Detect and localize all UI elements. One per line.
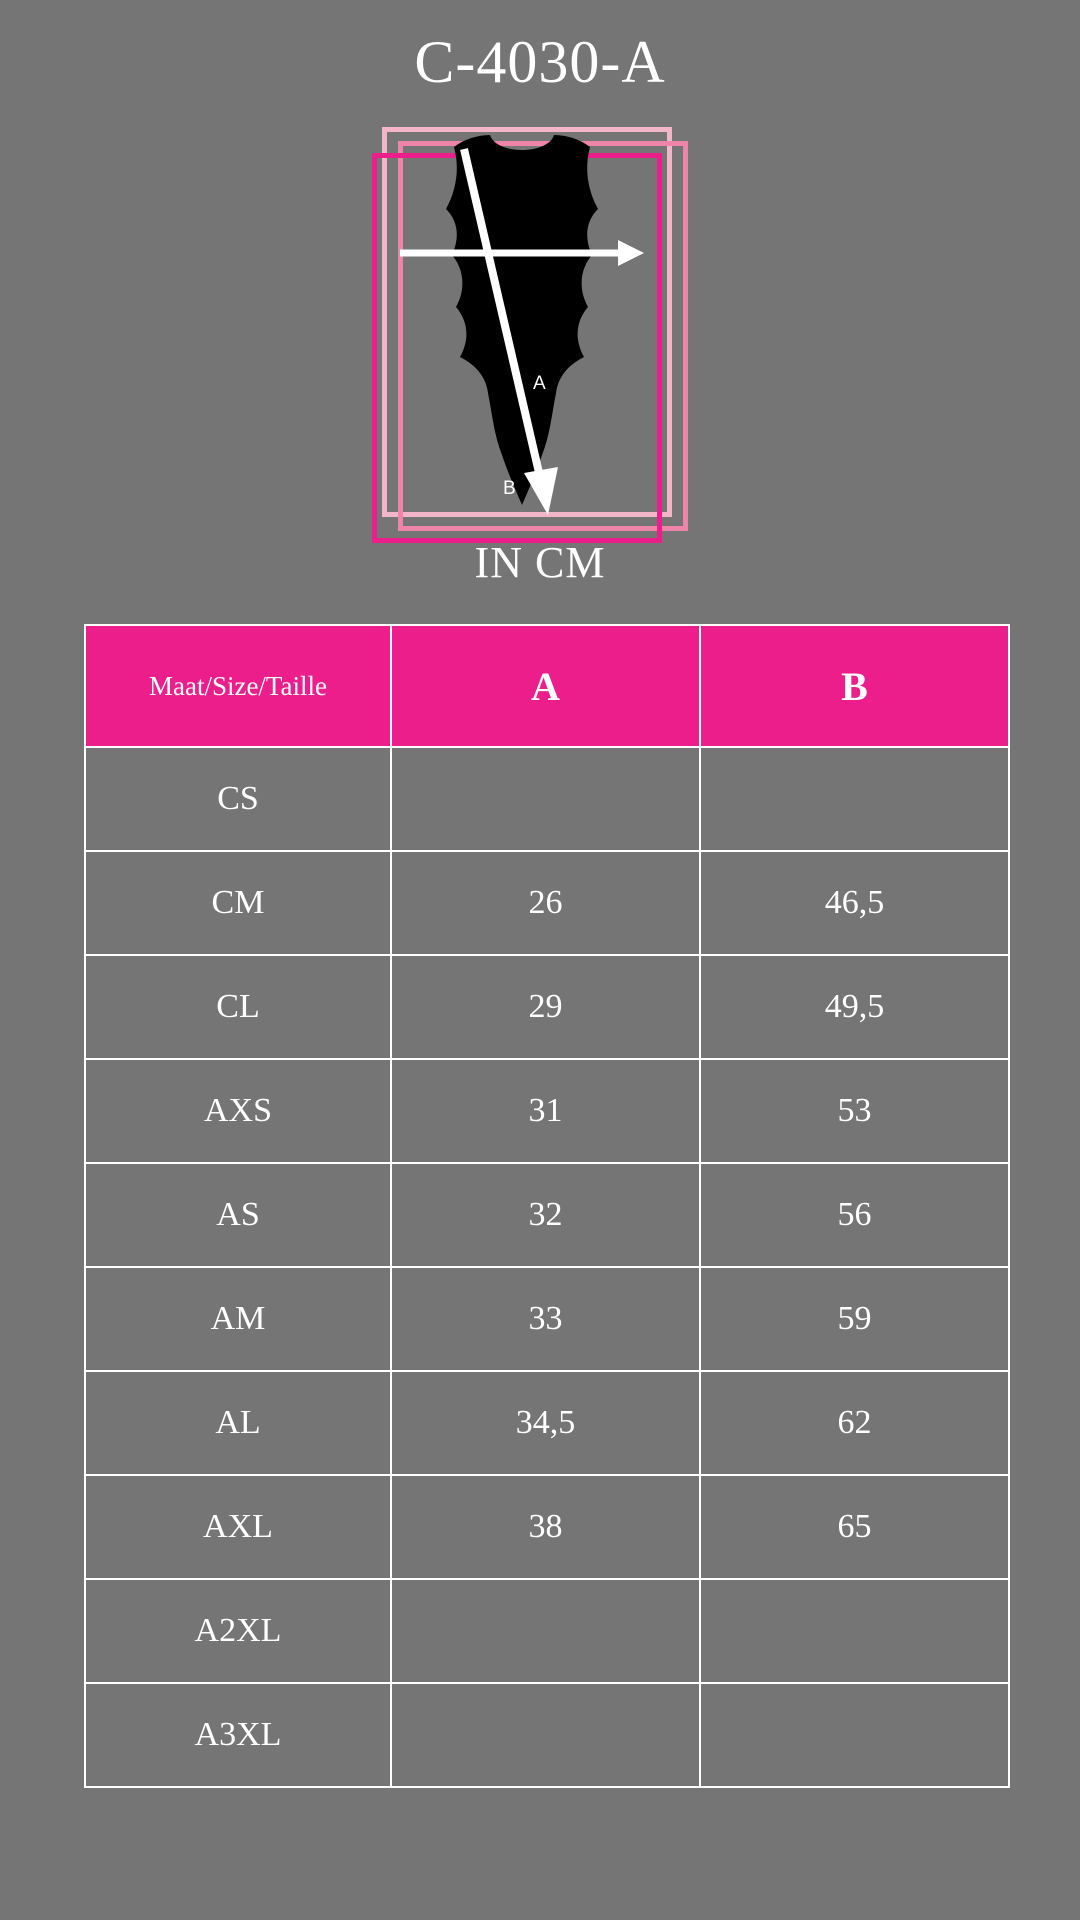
cell-size: CL — [85, 955, 391, 1059]
cell-a — [391, 1579, 700, 1683]
cell-a: 32 — [391, 1163, 700, 1267]
table-row — [85, 1475, 1009, 1579]
table-row — [85, 851, 1009, 955]
page-title: C-4030-A — [414, 29, 666, 95]
cell-a: 26 — [391, 851, 700, 955]
table-row — [85, 1579, 1009, 1683]
cell-a: 33 — [391, 1267, 700, 1371]
cell-a: 29 — [391, 955, 700, 1059]
cell-b — [700, 747, 1009, 851]
size-table-header — [85, 625, 1009, 747]
cell-size: AL — [85, 1371, 391, 1475]
cell-b: 53 — [700, 1059, 1009, 1163]
measurement-label-a: A — [533, 373, 546, 394]
cell-size: A2XL — [85, 1579, 391, 1683]
header-row — [85, 625, 1009, 747]
cell-b — [700, 1683, 1009, 1787]
measurement-label-b: B — [503, 478, 516, 499]
table-row — [85, 1267, 1009, 1371]
cell-b: 56 — [700, 1163, 1009, 1267]
table-row — [85, 1163, 1009, 1267]
cell-b: 46,5 — [700, 851, 1009, 955]
cell-b — [700, 1579, 1009, 1683]
cell-b: 49,5 — [700, 955, 1009, 1059]
cell-b: 65 — [700, 1475, 1009, 1579]
cell-size: AM — [85, 1267, 391, 1371]
table-row — [85, 1683, 1009, 1787]
size-table — [84, 624, 1010, 1788]
cell-a: 34,5 — [391, 1371, 700, 1475]
header-size: Maat/Size/Taille — [85, 625, 391, 747]
cell-b: 59 — [700, 1267, 1009, 1371]
cell-size: AXS — [85, 1059, 391, 1163]
cell-size: AXL — [85, 1475, 391, 1579]
cell-size: A3XL — [85, 1683, 391, 1787]
table-row — [85, 955, 1009, 1059]
header-b: B — [700, 625, 1009, 747]
table-row — [85, 1059, 1009, 1163]
cell-size: CM — [85, 851, 391, 955]
cell-a: 38 — [391, 1475, 700, 1579]
cell-size: AS — [85, 1163, 391, 1267]
garment-illustration — [0, 105, 1080, 535]
header-a: A — [391, 625, 700, 747]
cell-a — [391, 747, 700, 851]
unit-note: IN CM — [474, 538, 606, 587]
bodysuit-silhouette-icon — [392, 125, 652, 545]
table-row — [85, 1371, 1009, 1475]
cell-a — [391, 1683, 700, 1787]
size-table-body — [85, 747, 1009, 1787]
table-row — [85, 747, 1009, 851]
cell-size: CS — [85, 747, 391, 851]
cell-a: 31 — [391, 1059, 700, 1163]
size-table-container — [84, 624, 996, 1788]
cell-b: 62 — [700, 1371, 1009, 1475]
